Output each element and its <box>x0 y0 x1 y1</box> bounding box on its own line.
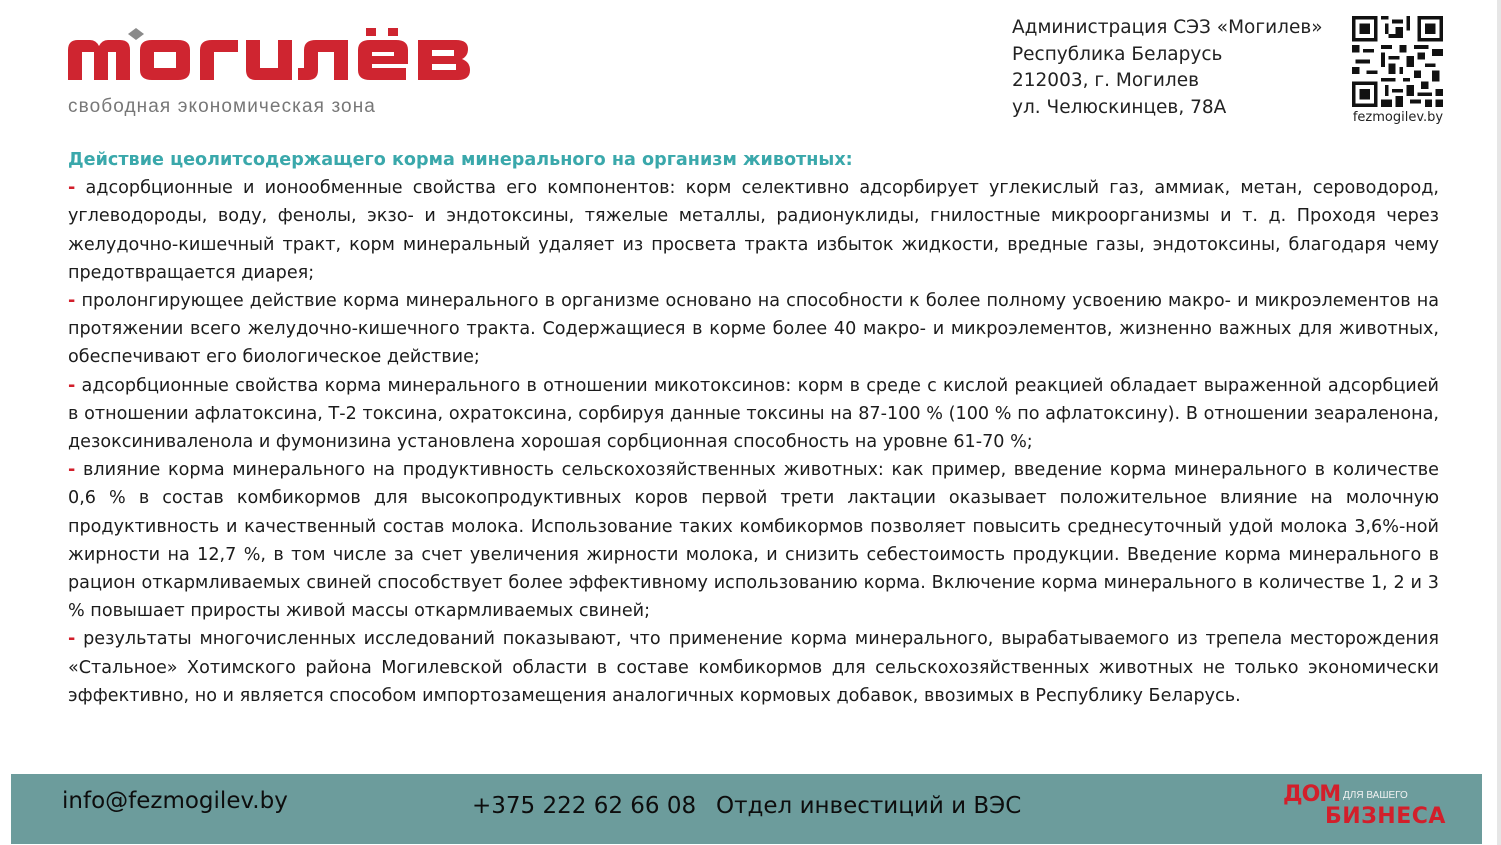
address-line: Администрация СЭЗ «Могилев» <box>1012 17 1323 38</box>
logo-lettering <box>66 28 526 88</box>
list-item-text: адсорбционные и ионообменные свойства его компонентов: корм селективно адсорбирует углекислый газ, аммиак, метан, сероводород, углеводороды, воду, фенолы, экзо- и эндотоксины, тяжелые металлы, радионуклиды, гнилостные микроорганизмы и т. д. Проходя через желудочно-кишечный тракт, корм минеральный удаляет из просвета тракта избыток жидкости, вредные газы, эндотоксины, благодаря чему предотвращается диарея; <box>68 178 1439 283</box>
bullet-dash: - <box>68 460 76 481</box>
mogilev-logo <box>66 28 526 88</box>
logo-subtitle: свободная экономическая зона <box>68 96 376 117</box>
bullet-dash: - <box>68 629 76 650</box>
list-item-text: пролонгирующее действие корма минерального в организме основано на способности к более полному усвоению макро- и микроэлементов на протяжении всего желудочно-кишечного тракта. Содержащиеся в корме более 40 макро- и микроэлементов, жизненно важных для животных, обеспечивают его биологическое действие; <box>68 291 1440 368</box>
dom-logo-small: ДЛЯ ВАШЕГО <box>1343 790 1408 801</box>
email-link[interactable]: info@fezmogilev.by <box>62 788 288 814</box>
qr-code <box>1352 16 1443 107</box>
content-heading: Действие цеолитсодержащего корма минерального на организм животных: <box>68 150 853 170</box>
dom-biznesa-logo <box>1283 782 1465 832</box>
list-item <box>68 625 1439 710</box>
department-label: Отдел инвестиций и ВЭС <box>716 793 1022 819</box>
list-item <box>68 287 1439 372</box>
dom-logo-bottom: БИЗНЕСА <box>1325 804 1446 829</box>
qr-code-image <box>1352 16 1443 107</box>
list-item <box>68 456 1439 625</box>
list-item-text: влияние корма минерального на продуктивность сельскохозяйственных животных: как пример, введение корма минерального в количестве 0,6 % в состав комбикормов для высокопродуктивных коров первой трети лактации оказывает положительное влияние на молочную продуктивность и качественный состав молока. Использование таких комбикормов позволяет повысить среднесуточный удой молока 3,6%-ной жирности на 12,7 %, в том числе за счет увеличения жирности молока, и снизить себестоимость продукции. Введение корма минерального в рацион откармливаемых свиней способствует более эффективному использованию корма. Включение корма минерального в количестве 1, 2 и 3 % повышает приросты живой массы откармливаемых свиней; <box>68 460 1439 622</box>
bullet-dash: - <box>68 375 76 396</box>
dom-logo-top: ДОМ <box>1283 782 1341 807</box>
main-content <box>68 146 1439 710</box>
address-block <box>1012 15 1323 121</box>
bullet-dash: - <box>68 178 76 199</box>
logo-diamond-accent <box>128 28 144 40</box>
list-item-text: результаты многочисленных исследований показывают, что применение корма минерального, вырабатываемого из трепела месторождения «Стальное» Хотимского района Могилевской области в составе комбикормов для сельскохозяйственных животных не только экономически эффективно, но и является способом импортозамещения аналогичных кормовых добавок, ввозимых в Республику Беларусь. <box>68 629 1440 706</box>
address-line: 212003, г. Могилев <box>1012 70 1199 91</box>
list-item-text: адсорбционные свойства корма минерального в отношении микотоксинов: корм в среде с кислой реакцией обладает выраженной адсорбцией в отношении афлатоксина, Т-2 токсина, охратоксина, сорбируя данные токсины на 87-100 % (100 % по афлатоксину). В отношении зеараленона, дезоксиниваленола и фумонизина установлена хорошая сорбционная способность на уровне 61-70 %; <box>68 375 1439 453</box>
address-line: ул. Челюскинцев, 78А <box>1012 96 1227 118</box>
page-edge <box>1497 0 1501 845</box>
bullet-dash: - <box>68 291 76 312</box>
address-line: Республика Беларусь <box>1012 43 1223 65</box>
list-item <box>68 174 1439 287</box>
phone-number[interactable]: +375 222 62 66 08 <box>472 793 697 819</box>
qr-caption: fezmogilev.by <box>1352 110 1444 125</box>
list-item <box>68 372 1439 457</box>
